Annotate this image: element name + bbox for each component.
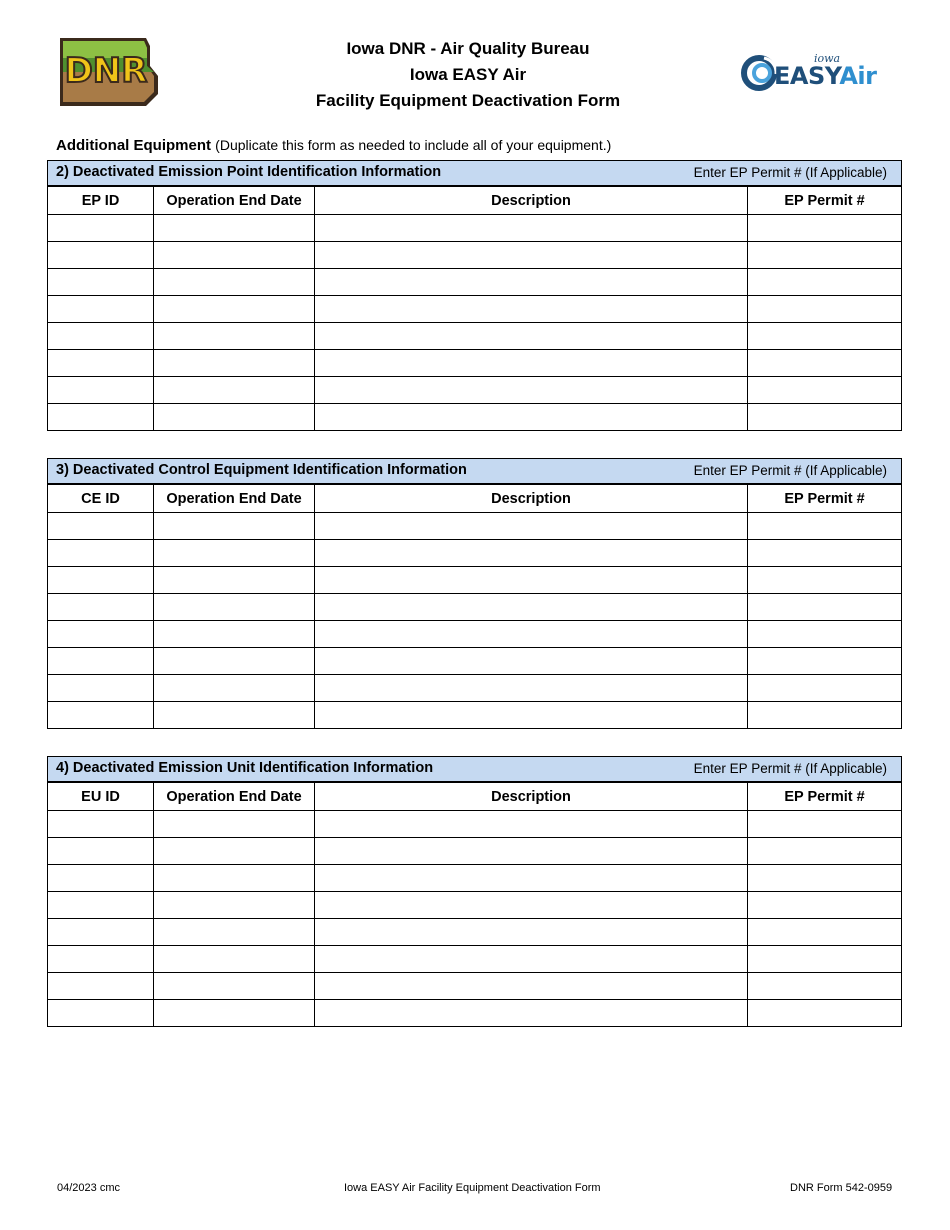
cell-operation-end-date-field[interactable]: [154, 892, 315, 919]
cell-ep-permit-field[interactable]: [748, 323, 902, 350]
cell-ep-permit-field[interactable]: [748, 540, 902, 567]
cell-description-field[interactable]: [315, 350, 748, 377]
table-row: [48, 269, 902, 296]
cell-ep-permit-field[interactable]: [748, 404, 902, 431]
cell-ep-permit-field[interactable]: [748, 350, 902, 377]
cell-id-field[interactable]: [48, 675, 154, 702]
table-row: [48, 215, 902, 242]
dnr-logo: [54, 36, 164, 110]
column-header-operation-end-date: Operation End Date: [154, 783, 315, 811]
cell-operation-end-date-field[interactable]: [154, 404, 315, 431]
cell-description-field[interactable]: [315, 865, 748, 892]
cell-operation-end-date-field[interactable]: [154, 1000, 315, 1027]
cell-description-field[interactable]: [315, 540, 748, 567]
cell-description-field[interactable]: [315, 838, 748, 865]
cell-ep-permit-field[interactable]: [748, 594, 902, 621]
cell-id-field[interactable]: [48, 269, 154, 296]
additional-equipment-note: (Duplicate this form as needed to include all of your equipment.): [215, 137, 612, 153]
equipment-table: [47, 484, 902, 729]
cell-operation-end-date-field[interactable]: [154, 377, 315, 404]
table-row: [48, 1000, 902, 1027]
easy-air-logo-wordmark: EASYAir: [774, 62, 877, 90]
cell-description-field[interactable]: [315, 621, 748, 648]
cell-operation-end-date-field[interactable]: [154, 567, 315, 594]
additional-equipment-label: Additional Equipment: [56, 137, 211, 154]
cell-id-field[interactable]: [48, 865, 154, 892]
cell-id-field[interactable]: [48, 296, 154, 323]
easy-air-logo-iowa: iowa: [814, 52, 841, 65]
table-row: [48, 567, 902, 594]
footer-form-name: Iowa EASY Air Facility Equipment Deactivation Form: [344, 1182, 601, 1194]
cell-operation-end-date-field[interactable]: [154, 621, 315, 648]
cell-ep-permit-field[interactable]: [748, 242, 902, 269]
column-header-description: Description: [315, 485, 748, 513]
cell-description-field[interactable]: [315, 648, 748, 675]
cell-operation-end-date-field[interactable]: [154, 323, 315, 350]
table-row: [48, 242, 902, 269]
cell-ep-permit-field[interactable]: [748, 215, 902, 242]
cell-operation-end-date-field[interactable]: [154, 513, 315, 540]
cell-id-field[interactable]: [48, 377, 154, 404]
cell-ep-permit-field[interactable]: [748, 919, 902, 946]
cell-id-field[interactable]: [48, 594, 154, 621]
cell-operation-end-date-field[interactable]: [154, 215, 315, 242]
table-row: [48, 621, 902, 648]
cell-description-field[interactable]: [315, 323, 748, 350]
table-row: [48, 513, 902, 540]
cell-operation-end-date-field[interactable]: [154, 838, 315, 865]
cell-id-field[interactable]: [48, 567, 154, 594]
cell-ep-permit-field[interactable]: [748, 865, 902, 892]
cell-id-field[interactable]: [48, 648, 154, 675]
table-header-row: [48, 485, 902, 513]
cell-operation-end-date-field[interactable]: [154, 675, 315, 702]
cell-ep-permit-field[interactable]: [748, 567, 902, 594]
cell-ep-permit-field[interactable]: [748, 296, 902, 323]
cell-description-field[interactable]: [315, 973, 748, 1000]
cell-description-field[interactable]: [315, 594, 748, 621]
column-header-id: CE ID: [48, 485, 154, 513]
cell-operation-end-date-field[interactable]: [154, 946, 315, 973]
cell-operation-end-date-field[interactable]: [154, 648, 315, 675]
column-header-ep-permit: EP Permit #: [748, 187, 902, 215]
equipment-table: [47, 782, 902, 1027]
cell-id-field[interactable]: [48, 242, 154, 269]
cell-description-field[interactable]: [315, 919, 748, 946]
cell-operation-end-date-field[interactable]: [154, 919, 315, 946]
cell-ep-permit-field[interactable]: [748, 838, 902, 865]
cell-id-field[interactable]: [48, 892, 154, 919]
cell-description-field[interactable]: [315, 242, 748, 269]
cell-ep-permit-field[interactable]: [748, 377, 902, 404]
section-title: 3) Deactivated Control Equipment Identification Information: [56, 462, 467, 478]
table-row: [48, 296, 902, 323]
cell-description-field[interactable]: [315, 296, 748, 323]
table-row: [48, 919, 902, 946]
cell-id-field[interactable]: [48, 946, 154, 973]
cell-id-field[interactable]: [48, 513, 154, 540]
cell-description-field[interactable]: [315, 377, 748, 404]
cell-description-field[interactable]: [315, 404, 748, 431]
cell-id-field[interactable]: [48, 838, 154, 865]
column-header-ep-permit: EP Permit #: [748, 783, 902, 811]
title-line-3: Facility Equipment Deactivation Form: [315, 91, 621, 110]
column-header-id: EP ID: [48, 187, 154, 215]
cell-operation-end-date-field[interactable]: [154, 296, 315, 323]
cell-operation-end-date-field[interactable]: [154, 350, 315, 377]
table-row: [48, 648, 902, 675]
table-row: [48, 350, 902, 377]
section-permit-note: Enter EP Permit # (If Applicable): [693, 165, 887, 180]
cell-ep-permit-field[interactable]: [748, 946, 902, 973]
cell-id-field[interactable]: [48, 1000, 154, 1027]
column-header-description: Description: [315, 783, 748, 811]
cell-operation-end-date-field[interactable]: [154, 973, 315, 1000]
cell-operation-end-date-field[interactable]: [154, 540, 315, 567]
cell-description-field[interactable]: [315, 1000, 748, 1027]
cell-description-field[interactable]: [315, 811, 748, 838]
cell-ep-permit-field[interactable]: [748, 811, 902, 838]
cell-ep-permit-field[interactable]: [748, 269, 902, 296]
easy-air-logo: [740, 52, 900, 94]
section-permit-note: Enter EP Permit # (If Applicable): [693, 761, 887, 776]
cell-operation-end-date-field[interactable]: [154, 594, 315, 621]
cell-description-field[interactable]: [315, 269, 748, 296]
table-row: [48, 892, 902, 919]
cell-id-field[interactable]: [48, 621, 154, 648]
title-line-2: Iowa EASY Air: [409, 65, 527, 84]
section-header: [47, 160, 902, 186]
table-row: [48, 594, 902, 621]
cell-description-field[interactable]: [315, 702, 748, 729]
table-row: [48, 675, 902, 702]
section-title: 2) Deactivated Emission Point Identification Information: [56, 164, 442, 180]
column-header-operation-end-date: Operation End Date: [154, 485, 315, 513]
cell-ep-permit-field[interactable]: [748, 892, 902, 919]
equipment-table: [47, 186, 902, 431]
section-header: [47, 756, 902, 782]
cell-ep-permit-field[interactable]: [748, 675, 902, 702]
title-line-1: Iowa DNR - Air Quality Bureau: [346, 39, 590, 58]
table-row: [48, 702, 902, 729]
cell-id-field[interactable]: [48, 973, 154, 1000]
cell-operation-end-date-field[interactable]: [154, 702, 315, 729]
table-row: [48, 377, 902, 404]
cell-ep-permit-field[interactable]: [748, 702, 902, 729]
cell-operation-end-date-field[interactable]: [154, 811, 315, 838]
footer-form-number: DNR Form 542-0959: [790, 1182, 893, 1194]
table-row: [48, 323, 902, 350]
cell-ep-permit-field[interactable]: [748, 648, 902, 675]
cell-id-field[interactable]: [48, 404, 154, 431]
dnr-logo-text: DNR: [64, 51, 148, 91]
section-emission-unit: [47, 756, 901, 1027]
cell-id-field[interactable]: [48, 323, 154, 350]
form-title: [220, 36, 716, 114]
column-header-description: Description: [315, 187, 748, 215]
cell-id-field[interactable]: [48, 540, 154, 567]
table-row: [48, 540, 902, 567]
cell-id-field[interactable]: [48, 350, 154, 377]
column-header-ep-permit: EP Permit #: [748, 485, 902, 513]
footer-date: 04/2023 cmc: [57, 1182, 120, 1194]
cell-ep-permit-field[interactable]: [748, 973, 902, 1000]
section-permit-note: Enter EP Permit # (If Applicable): [693, 463, 887, 478]
cell-ep-permit-field[interactable]: [748, 1000, 902, 1027]
cell-operation-end-date-field[interactable]: [154, 269, 315, 296]
cell-operation-end-date-field[interactable]: [154, 865, 315, 892]
table-row: [48, 973, 902, 1000]
table-header-row: [48, 783, 902, 811]
cell-id-field[interactable]: [48, 215, 154, 242]
table-header-row: [48, 187, 902, 215]
additional-equipment-line: [56, 137, 611, 154]
table-row: [48, 404, 902, 431]
cell-ep-permit-field[interactable]: [748, 513, 902, 540]
column-header-id: EU ID: [48, 783, 154, 811]
table-row: [48, 811, 902, 838]
cell-description-field[interactable]: [315, 513, 748, 540]
table-row: [48, 946, 902, 973]
column-header-operation-end-date: Operation End Date: [154, 187, 315, 215]
section-header: [47, 458, 902, 484]
table-row: [48, 838, 902, 865]
cell-id-field[interactable]: [48, 702, 154, 729]
section-control-equipment: [47, 458, 901, 729]
table-row: [48, 865, 902, 892]
cell-description-field[interactable]: [315, 946, 748, 973]
cell-id-field[interactable]: [48, 811, 154, 838]
cell-id-field[interactable]: [48, 919, 154, 946]
cell-description-field[interactable]: [315, 567, 748, 594]
cell-operation-end-date-field[interactable]: [154, 242, 315, 269]
section-emission-point: [47, 160, 901, 431]
cell-description-field[interactable]: [315, 215, 748, 242]
cell-description-field[interactable]: [315, 675, 748, 702]
cell-description-field[interactable]: [315, 892, 748, 919]
section-title: 4) Deactivated Emission Unit Identification Information: [56, 760, 434, 776]
cell-ep-permit-field[interactable]: [748, 621, 902, 648]
